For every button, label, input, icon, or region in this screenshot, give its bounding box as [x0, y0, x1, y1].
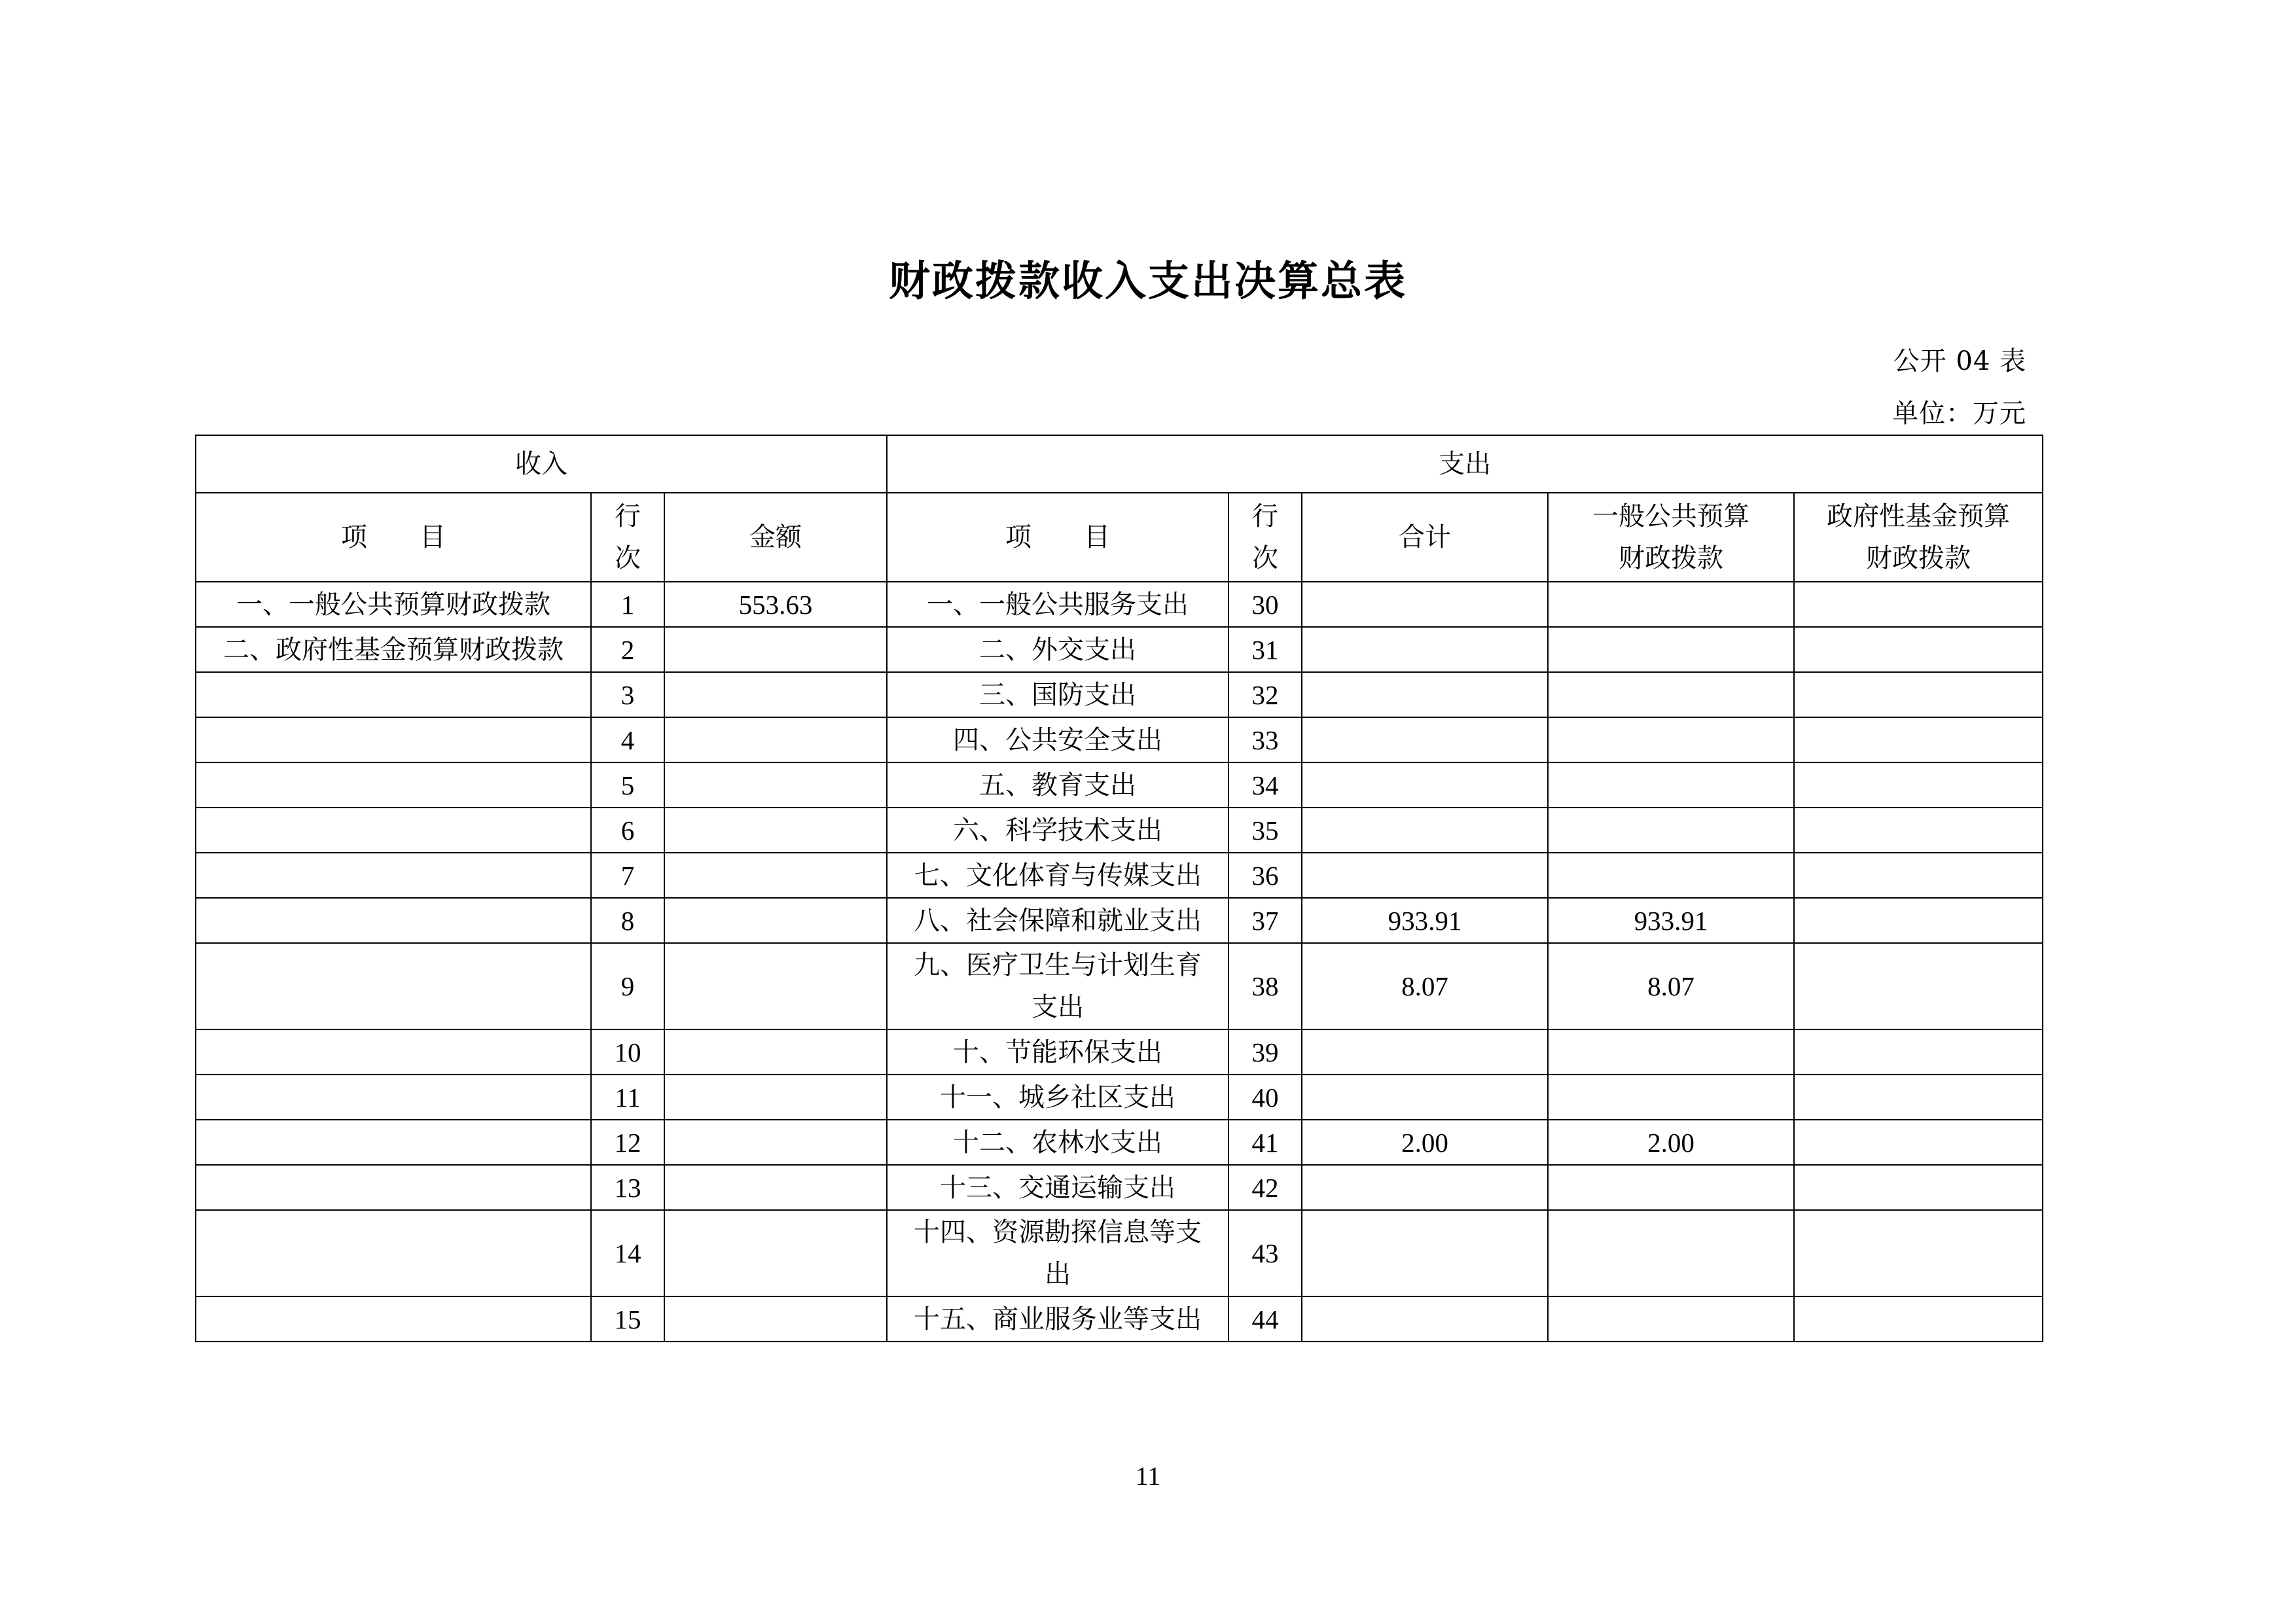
- expense-row-no-cell: 40: [1229, 1075, 1302, 1120]
- expense-item-line: 十三、交通运输支出: [940, 1172, 1176, 1203]
- expense-item-cell: [887, 582, 1229, 627]
- expense-total-cell: [1302, 672, 1548, 717]
- expense-row-no-cell: 44: [1229, 1296, 1302, 1342]
- income-amount-cell: [664, 672, 887, 717]
- expense-fund-header-line-1: 政府性基金预算: [1827, 501, 2011, 531]
- income-amount-cell: [664, 1210, 887, 1296]
- income-row-no-cell: 14: [591, 1210, 664, 1296]
- expense-fund-cell: [1794, 1210, 2043, 1296]
- expense-general-cell: [1548, 672, 1794, 717]
- expense-general-cell: [1548, 1029, 1794, 1075]
- income-item-cell: [196, 762, 591, 808]
- table-row: [196, 717, 2043, 762]
- expense-row-no-cell: 32: [1229, 672, 1302, 717]
- income-amount-cell: [664, 1296, 887, 1342]
- expense-general-cell: 2.00: [1548, 1120, 1794, 1165]
- expense-total-cell: [1302, 808, 1548, 853]
- income-row-no-cell: 11: [591, 1075, 664, 1120]
- table-row: [196, 1120, 2043, 1165]
- expense-row-no-cell: 33: [1229, 717, 1302, 762]
- expense-item-line: 三、国防支出: [979, 679, 1137, 710]
- expense-item-line: 七、文化体育与传媒支出: [914, 860, 1202, 891]
- expense-item-cell: [887, 1029, 1229, 1075]
- expense-general-cell: 933.91: [1548, 898, 1794, 943]
- income-row-no-cell: 4: [591, 717, 664, 762]
- expense-item-line: 二、外交支出: [979, 634, 1137, 665]
- income-row-no-cell: 3: [591, 672, 664, 717]
- income-item-cell: 一、一般公共预算财政拨款: [196, 582, 591, 627]
- income-amount-cell: [664, 1165, 887, 1210]
- income-row-no-cell: 13: [591, 1165, 664, 1210]
- expense-general-header-line-2: 财政拨款: [1619, 543, 1724, 573]
- income-amount-cell: [664, 808, 887, 853]
- income-item-cell: [196, 1296, 591, 1342]
- expense-item-cell: [887, 853, 1229, 898]
- expense-total-cell: [1302, 1165, 1548, 1210]
- income-item-cell: [196, 853, 591, 898]
- income-row-no-cell: 5: [591, 762, 664, 808]
- expense-total-cell: [1302, 1075, 1548, 1120]
- expense-total-cell: [1302, 853, 1548, 898]
- income-row-no-header-line-1: 行: [615, 501, 641, 531]
- income-item-cell: [196, 808, 591, 853]
- expense-general-cell: [1548, 717, 1794, 762]
- income-item-cell: [196, 898, 591, 943]
- expense-fund-cell: [1794, 1075, 2043, 1120]
- table-row: [196, 582, 2043, 627]
- expense-total-cell: [1302, 1029, 1548, 1075]
- expense-item-line: 支出: [1031, 992, 1085, 1022]
- expense-fund-cell: [1794, 853, 2043, 898]
- expense-item-line: 八、社会保障和就业支出: [914, 905, 1202, 936]
- expense-item-line: 五、教育支出: [979, 770, 1137, 800]
- expense-general-cell: [1548, 1165, 1794, 1210]
- expense-item-cell: [887, 717, 1229, 762]
- expense-fund-cell: [1794, 582, 2043, 627]
- budget-table: [195, 435, 2043, 1342]
- expense-general-cell: [1548, 808, 1794, 853]
- expense-general-cell: [1548, 1296, 1794, 1342]
- expense-item-cell: [887, 1075, 1229, 1120]
- expense-fund-cell: [1794, 627, 2043, 672]
- expense-row-no-cell: 31: [1229, 627, 1302, 672]
- income-item-cell: 二、政府性基金预算财政拨款: [196, 627, 591, 672]
- table-row: [196, 1165, 2043, 1210]
- expense-item-cell: [887, 672, 1229, 717]
- expense-total-cell: 8.07: [1302, 943, 1548, 1029]
- section-header-row: [196, 435, 2043, 493]
- table-row: [196, 672, 2043, 717]
- income-amount-cell: [664, 898, 887, 943]
- expense-row-no-cell: 39: [1229, 1029, 1302, 1075]
- expense-row-no-cell: 30: [1229, 582, 1302, 627]
- expense-item-cell: [887, 898, 1229, 943]
- income-item-cell: [196, 1075, 591, 1120]
- expense-item-cell: [887, 1210, 1229, 1296]
- expense-row-no-header: [1229, 493, 1302, 582]
- expense-total-header: 合计: [1302, 493, 1548, 582]
- income-amount-cell: [664, 717, 887, 762]
- expense-total-cell: 2.00: [1302, 1120, 1548, 1165]
- income-item-cell: [196, 1210, 591, 1296]
- expense-item-cell: [887, 762, 1229, 808]
- expense-item-line: 四、公共安全支出: [953, 724, 1163, 755]
- income-row-no-cell: 2: [591, 627, 664, 672]
- expense-item-cell: [887, 943, 1229, 1029]
- expense-general-cell: 8.07: [1548, 943, 1794, 1029]
- table-body: [196, 435, 2043, 1342]
- expense-fund-cell: [1794, 762, 2043, 808]
- income-amount-cell: [664, 762, 887, 808]
- income-item-cell: [196, 1120, 591, 1165]
- income-item-cell: [196, 1165, 591, 1210]
- table-row: [196, 627, 2043, 672]
- expense-row-no-cell: 41: [1229, 1120, 1302, 1165]
- expense-item-cell: [887, 1296, 1229, 1342]
- income-item-header: 项 目: [196, 493, 591, 582]
- expense-row-no-cell: 38: [1229, 943, 1302, 1029]
- income-amount-cell: 553.63: [664, 582, 887, 627]
- expense-row-no-cell: 43: [1229, 1210, 1302, 1296]
- expense-total-cell: [1302, 717, 1548, 762]
- table-row: [196, 943, 2043, 1029]
- expense-item-line: 出: [1045, 1259, 1071, 1289]
- expense-row-no-header-line-1: 行: [1252, 501, 1279, 531]
- expense-fund-cell: [1794, 943, 2043, 1029]
- table-row: [196, 853, 2043, 898]
- expense-fund-cell: [1794, 1120, 2043, 1165]
- expense-fund-cell: [1794, 1029, 2043, 1075]
- income-row-no-cell: 15: [591, 1296, 664, 1342]
- income-row-no-cell: 10: [591, 1029, 664, 1075]
- income-amount-cell: [664, 627, 887, 672]
- income-item-cell: [196, 943, 591, 1029]
- income-amount-cell: [664, 943, 887, 1029]
- expense-item-line: 十一、城乡社区支出: [940, 1082, 1176, 1113]
- table-row: [196, 1029, 2043, 1075]
- table-row: [196, 808, 2043, 853]
- expense-general-header: [1548, 493, 1794, 582]
- expense-item-line: 十四、资源勘探信息等支: [914, 1217, 1202, 1247]
- expense-general-cell: [1548, 1075, 1794, 1120]
- column-header-row: [196, 493, 2043, 582]
- income-row-no-cell: 9: [591, 943, 664, 1029]
- expense-general-cell: [1548, 1210, 1794, 1296]
- expense-row-no-cell: 36: [1229, 853, 1302, 898]
- expense-item-line: 十五、商业服务业等支出: [914, 1304, 1202, 1334]
- expense-total-cell: [1302, 1210, 1548, 1296]
- expense-total-cell: [1302, 1296, 1548, 1342]
- income-row-no-cell: 12: [591, 1120, 664, 1165]
- expense-item-line: 十二、农林水支出: [953, 1127, 1163, 1158]
- expense-fund-cell: [1794, 808, 2043, 853]
- table-row: [196, 898, 2043, 943]
- table-row: [196, 1296, 2043, 1342]
- table-title: 财政拨款收入支出决算总表: [889, 257, 1407, 305]
- income-amount-cell: [664, 1029, 887, 1075]
- income-row-no-cell: 8: [591, 898, 664, 943]
- expense-item-line: 九、医疗卫生与计划生育: [914, 950, 1202, 980]
- expense-item-line: 一、一般公共服务支出: [927, 589, 1189, 620]
- expense-row-no-cell: 37: [1229, 898, 1302, 943]
- expense-item-cell: [887, 808, 1229, 853]
- income-amount-cell: [664, 1075, 887, 1120]
- expense-fund-header: [1794, 493, 2043, 582]
- expense-row-no-cell: 35: [1229, 808, 1302, 853]
- expense-general-cell: [1548, 627, 1794, 672]
- expense-general-cell: [1548, 853, 1794, 898]
- expense-total-cell: [1302, 762, 1548, 808]
- expense-item-line: 六、科学技术支出: [953, 815, 1163, 846]
- expense-fund-header-line-2: 财政拨款: [1866, 543, 1971, 573]
- expense-fund-cell: [1794, 717, 2043, 762]
- expense-item-cell: [887, 1120, 1229, 1165]
- income-row-no-cell: 6: [591, 808, 664, 853]
- income-amount-cell: [664, 1120, 887, 1165]
- income-row-no-cell: 7: [591, 853, 664, 898]
- expense-item-header: 项 目: [887, 493, 1229, 582]
- income-item-cell: [196, 672, 591, 717]
- income-row-no-header-line-2: 次: [615, 543, 641, 573]
- page-number: 11: [1135, 1461, 1161, 1491]
- income-amount-header: 金额: [664, 493, 887, 582]
- expense-total-cell: [1302, 627, 1548, 672]
- expense-general-header-line-1: 一般公共预算: [1592, 501, 1750, 531]
- expense-item-cell: [887, 1165, 1229, 1210]
- income-amount-cell: [664, 853, 887, 898]
- income-row-no-cell: 1: [591, 582, 664, 627]
- expense-fund-cell: [1794, 672, 2043, 717]
- expense-row-no-cell: 42: [1229, 1165, 1302, 1210]
- expense-fund-cell: [1794, 1165, 2043, 1210]
- unit-label: 单位：万元: [1892, 399, 2026, 429]
- table-row: [196, 762, 2043, 808]
- expense-row-no-cell: 34: [1229, 762, 1302, 808]
- income-item-cell: [196, 1029, 591, 1075]
- expense-fund-cell: [1794, 898, 2043, 943]
- income-section-header: 收入: [196, 435, 887, 493]
- expense-general-cell: [1548, 582, 1794, 627]
- form-code: 公开 04 表: [1893, 346, 2026, 376]
- expense-item-cell: [887, 627, 1229, 672]
- expense-row-no-header-line-2: 次: [1252, 543, 1279, 573]
- expense-fund-cell: [1794, 1296, 2043, 1342]
- expense-section-header: 支出: [887, 435, 2043, 493]
- income-item-cell: [196, 717, 591, 762]
- table-row: [196, 1210, 2043, 1296]
- table-row: [196, 1075, 2043, 1120]
- income-row-no-header: [591, 493, 664, 582]
- expense-total-cell: [1302, 582, 1548, 627]
- expense-total-cell: 933.91: [1302, 898, 1548, 943]
- expense-item-line: 十、节能环保支出: [953, 1037, 1163, 1067]
- expense-general-cell: [1548, 762, 1794, 808]
